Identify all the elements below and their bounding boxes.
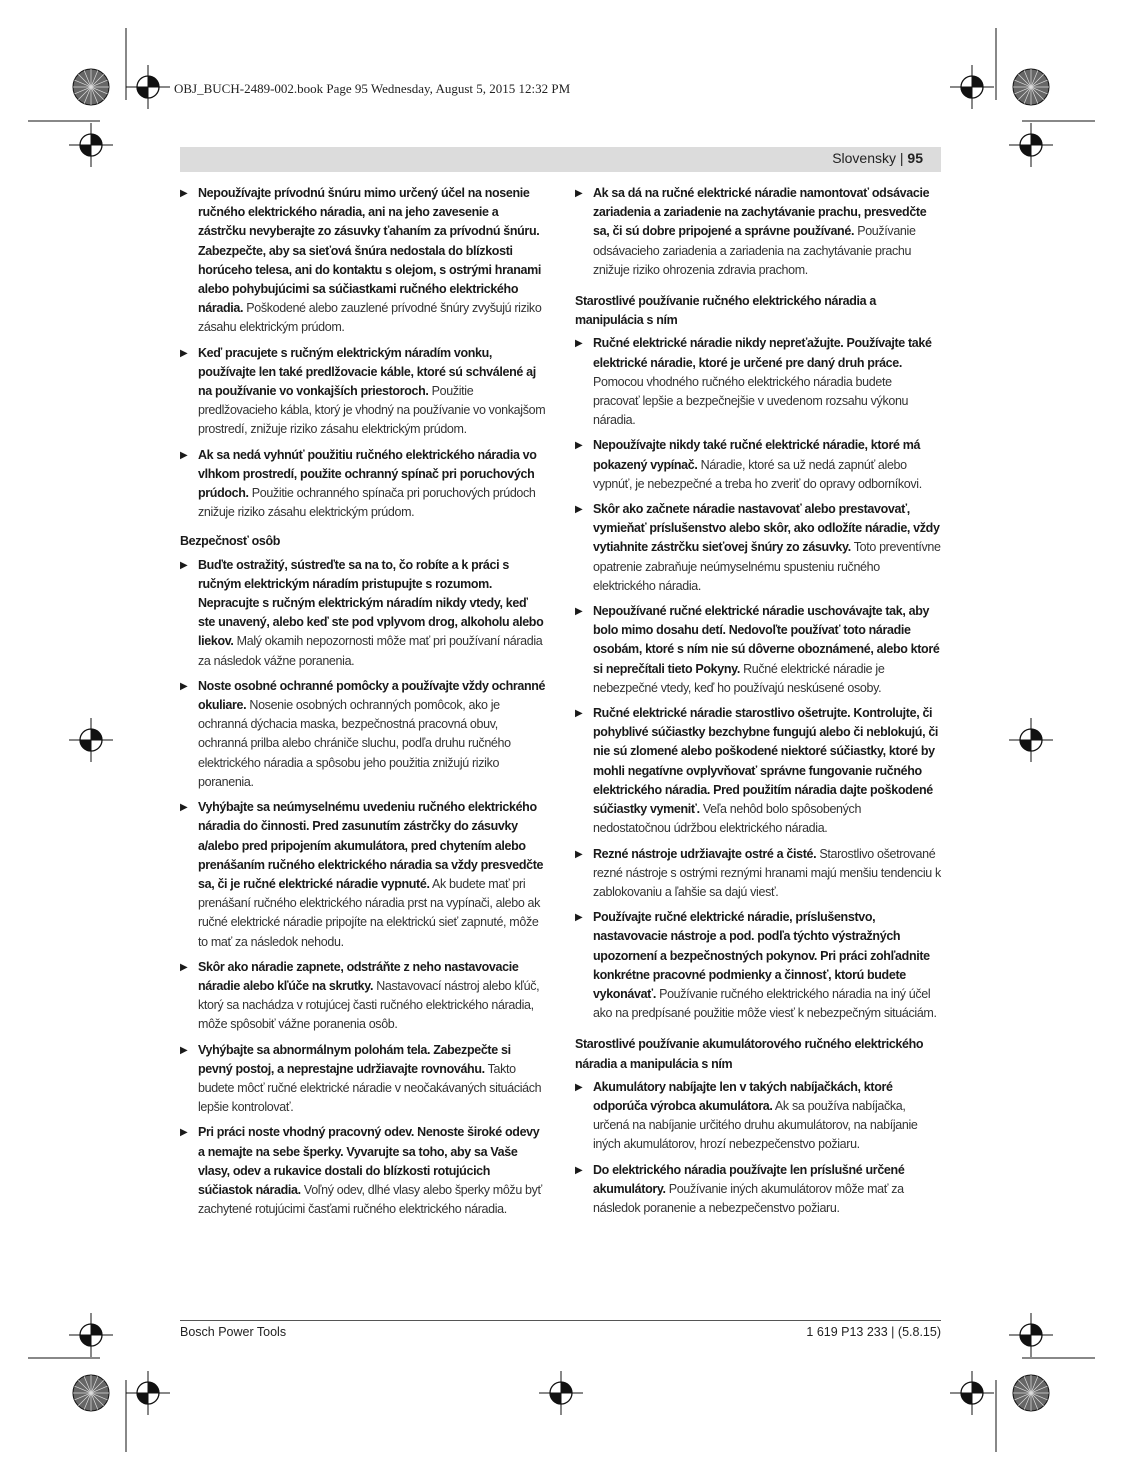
item-explanation: Náradie, ktoré sa už nedá zapnúť alebo vypnúť, je nebezpečné a treba ho zveriť do opravy odborníkovi. (593, 457, 922, 491)
item-explanation: Takto budete môcť ručné elektrické náradie v neočakávaných situáciách lepšie kontrolovať. (198, 1061, 542, 1115)
safety-item (180, 798, 546, 952)
safety-item (575, 1078, 941, 1155)
item-instruction: Do elektrického náradia používajte len príslušné určené akumulátory. (593, 1162, 905, 1196)
safety-item (575, 602, 941, 698)
item-instruction: Akumulátory nabíjajte len v takých nabíjačkách, ktoré odporúča výrobca akumulátora. (593, 1079, 893, 1113)
item-explanation: Ak sa používa nabíjačka, určená na nabíjanie určitého druhu akumulátorov, na nabíjanie iných akumulátorov, hrozí nebezpečenstvo požiaru. (593, 1098, 918, 1152)
safety-item (180, 556, 546, 671)
bullet-arrow-icon: ▶ (180, 449, 188, 461)
safety-item (180, 1123, 546, 1219)
safety-item (180, 344, 546, 440)
item-instruction: Skôr ako začnete náradie nastavovať alebo prestavovať, vymieňať príslušenstvo alebo skôr, ako odložíte náradie, vždy vytiahnite zástrčku sieťovej šnúry zo zásuvky. (593, 502, 940, 555)
bullet-arrow-icon: ▶ (575, 912, 583, 924)
left-column (180, 184, 546, 1225)
item-explanation: Použitie ochranného spínača pri poruchových prúdoch znižuje riziko zásahu elektrickým prúdom. (198, 486, 536, 520)
section-heading: Bezpečnosť osôb (180, 534, 281, 549)
item-explanation: Ak budete mať pri prenášaní ručného elektrického náradia prst na vypínači, alebo ak ručné elektrické náradie pripojíte na elektrickú sieť zapnuté, môže to mať za následok nehodu. (198, 876, 541, 949)
safety-item (180, 958, 546, 1035)
safety-item (180, 1041, 546, 1118)
page-number: 95 (907, 150, 923, 166)
safety-item (575, 1161, 941, 1219)
right-column (575, 184, 941, 1224)
bullet-arrow-icon: ▶ (180, 1044, 188, 1056)
safety-item (575, 184, 941, 280)
footer-divider (180, 1320, 941, 1321)
item-instruction: Pri práci noste vhodný pracovný odev. Nenoste široké odevy a nemajte na sebe šperky. Vyvarujte sa toho, aby sa Vaše vlasy, odev a rukavice dostali do blízkosti rotujúcich súčiastok náradia. (198, 1125, 540, 1197)
item-explanation: Nastavovací nástroj alebo kľúč, ktorý sa nachádza v rotujúcej časti ručného elektrického náradia, môže spôsobiť vážne poranenia osôb. (198, 978, 540, 1032)
item-explanation: Malý okamih nepozornosti môže mať pri používaní náradia za následok vážne poranenia. (198, 634, 543, 668)
item-explanation: Voľný odev, dlhé vlasy alebo šperky môžu byť zachytené rotujúcimi časťami ručného elektrického náradia. (198, 1182, 542, 1217)
footer-doc-number: 1 619 P13 233 | (5.8.15) (806, 1325, 941, 1339)
bullet-arrow-icon: ▶ (575, 188, 583, 199)
separator: | (896, 150, 908, 166)
bullet-arrow-icon: ▶ (575, 338, 583, 350)
bullet-arrow-icon: ▶ (575, 708, 583, 720)
item-instruction: Ak sa dá na ručné elektrické náradie namontovať odsávacie zariadenia a zariadenie na zachytávanie prachu, presvedčte sa, či sú dobre pripojené a správne používané. (593, 186, 930, 239)
item-instruction: Vyhýbajte sa neúmyselnému uvedeniu ručného elektrického náradia do činnosti. Pred zasunutím zástrčky do zásuvky a/alebo pred pripojením akumulátora, pred chytením alebo prenášaním ručného elektrického náradia sa vždy presvedčte sa, či je ručné elektrické náradie vypnuté. (198, 800, 544, 891)
section-heading: Starostlivé používanie akumulátorového ručného elektrického náradia a manipulácia s ním (575, 1037, 924, 1071)
bullet-arrow-icon: ▶ (575, 504, 583, 516)
print-header: OBJ_BUCH-2489-002.book Page 95 Wednesday, August 5, 2015 12:32 PM (174, 81, 571, 96)
footer-publisher: Bosch Power Tools (180, 1325, 287, 1339)
language-page-label (832, 150, 923, 166)
bullet-arrow-icon: ▶ (575, 1164, 583, 1176)
item-instruction: Nepoužívané ručné elektrické náradie uschovávajte tak, aby bolo mimo dosahu detí. Nedovoľte používať toto náradie osobám, ktoré s ním nie sú dôverne oboznámené, alebo ktoré si neprečítali tieto Pokyny. (593, 604, 940, 676)
safety-item (575, 334, 941, 430)
safety-item (575, 704, 941, 838)
item-instruction: Vyhýbajte sa abnormálnym polohám tela. Zabezpečte si pevný postoj, a neprestajne udržiavajte rovnováhu. (198, 1042, 511, 1076)
bullet-arrow-icon: ▶ (180, 347, 188, 359)
item-instruction: Keď pracujete s ručným elektrickým náradím vonku, používajte len také predlžovacie káble, ktoré sú schválené aj na používanie vo vonkajších priestoroch. (198, 345, 536, 399)
item-explanation: Použitie predlžovacieho kábla, ktorý je vhodný na používanie vo vonkajšom prostredí, znižuje riziko zásahu elektrickým prúdom. (198, 384, 546, 437)
safety-item (575, 500, 941, 596)
bullet-arrow-icon: ▶ (180, 188, 188, 199)
item-explanation: Používanie odsávacieho zariadenia a zariadenia na zachytávanie prachu znižuje riziko ohrozenia zdravia prachom. (593, 224, 916, 277)
item-instruction: Ručné elektrické náradie starostlivo ošetrujte. Kontrolujte, či pohyblivé súčiastky bezchybne fungujú alebo či neblokujú, či nie sú zlomené alebo poškodené niektoré súčiastky, ktoré by mohli negatívne ovplyvňovať správne fungovanie ručného elektrického náradia. Pred použitím náradia dajte poškodené súčiastky vymeniť. (593, 706, 939, 817)
item-instruction: Nepoužívajte nikdy také ručné elektrické náradie, ktoré má pokazený vypínač. (593, 438, 921, 472)
item-explanation: Používanie ručného elektrického náradia na iný účel ako na predpísané použitie môže viesť k nebezpečným situáciám. (593, 986, 937, 1021)
bullet-arrow-icon: ▶ (575, 606, 583, 618)
bullet-arrow-icon: ▶ (180, 802, 188, 814)
item-instruction: Nepoužívajte prívodnú šnúru mimo určený účel na nosenie ručného elektrického náradia, ani na jeho zavesenie a zástrčku nevyberajte zo zásuvky ťahaním za prívodnú šnúru. Zabezpečte, aby sa sieťová šnúra nedostala do blízkosti horúceho telesa, ani do kontaktu s olejom, s ostrými hranami alebo pohybujúcimi sa súčiastkami ručného elektrického náradia. (198, 186, 541, 316)
item-instruction: Skôr ako náradie zapnete, odstráňte z neho nastavovacie náradie alebo kľúče na skrutky. (198, 959, 519, 993)
item-explanation: Pomocou vhodného ručného elektrického náradia budete pracovať lepšie a bezpečnejšie v uvedenom rozsahu výkonu náradia. (593, 374, 909, 428)
bullet-arrow-icon: ▶ (180, 559, 188, 571)
safety-item (575, 908, 941, 1023)
bullet-arrow-icon: ▶ (180, 961, 188, 973)
item-explanation: Poškodené alebo zauzlené prívodné šnúry zvyšujú riziko zásahu elektrickým prúdom. (198, 301, 542, 335)
item-instruction: Rezné nástroje udržiavajte ostré a čisté. (593, 846, 817, 861)
item-explanation: Ručné elektrické náradie je nebezpečné vtedy, keď ho používajú neskúsené osoby. (593, 661, 885, 695)
language-bar (180, 147, 941, 172)
safety-item (180, 446, 546, 523)
item-instruction: Ak sa nedá vyhnúť použitiu ručného elektrického náradia vo vlhkom prostredí, použite ochranný spínač pri poruchových prúdoch. (198, 447, 537, 501)
item-explanation: Nosenie osobných ochranných pomôcok, ako je ochranná dýchacia maska, bezpečnostná pracovná obuv, ochranná prilba alebo chrániče sluchu, podľa druhu ručného elektrického náradia a spôsobu jeho použitia znižujú riziko poranenia. (198, 698, 511, 789)
item-explanation: Starostlivo ošetrované rezné nástroje s ostrými reznými hranami majú menšiu tendenciu k zablokovaniu a ľahšie sa dajú viesť. (593, 846, 941, 899)
language-name: Slovensky (832, 150, 896, 166)
bullet-arrow-icon: ▶ (575, 1081, 583, 1093)
safety-item (575, 845, 941, 903)
item-explanation: Toto preventívne opatrenie zabraňuje neúmyselnému spusteniu ručného elektrického náradia. (593, 540, 941, 593)
item-explanation: Veľa nehôd bolo spôsobených nedostatočnou údržbou elektrického náradia. (593, 802, 862, 836)
item-instruction: Noste osobné ochranné pomôcky a používajte vždy ochranné okuliare. (198, 678, 546, 713)
safety-item (180, 677, 546, 792)
item-explanation: Používanie iných akumulátorov môže mať za následok poranenie a nebezpečenstvo požiaru. (593, 1181, 904, 1215)
item-instruction: Buďte ostražitý, sústreďte sa na to, čo robíte a k práci s ručným elektrickým náradím pristupujte s rozumom. Nepracujte s ručným elektrickým náradím nikdy vtedy, keď ste unavený, alebo keď ste pod vplyvom drog, alkoholu alebo liekov. (198, 557, 544, 649)
bullet-arrow-icon: ▶ (575, 440, 583, 452)
safety-item (575, 436, 941, 494)
bullet-arrow-icon: ▶ (180, 1127, 188, 1139)
bullet-arrow-icon: ▶ (575, 848, 583, 860)
item-instruction: Ručné elektrické náradie nikdy nepreťažujte. Používajte také elektrické náradie, ktoré je určené pre daný druh práce. (593, 336, 932, 370)
item-instruction: Používajte ručné elektrické náradie, príslušenstvo, nastavovacie nástroje a pod. podľa týchto výstražných upozornení a bezpečnostných pokynov. Pri práci zohľadnite konkrétne pracovné podmienky a činnosť, ktorú budete vykonávať. (593, 910, 930, 1001)
bullet-arrow-icon: ▶ (180, 680, 188, 692)
safety-item (180, 184, 546, 338)
section-heading: Starostlivé používanie ručného elektrického náradia a manipulácia s ním (575, 294, 877, 328)
